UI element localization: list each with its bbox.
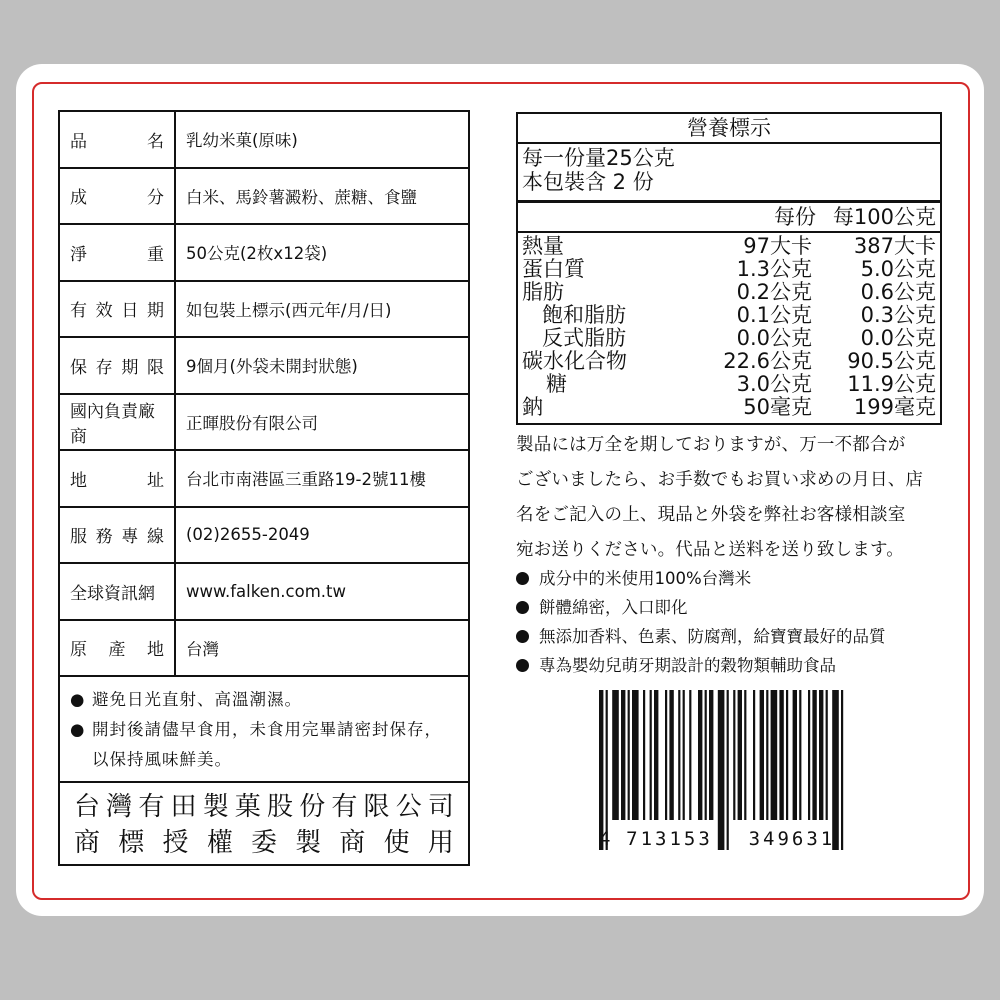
info-key-char: 品 bbox=[70, 131, 87, 152]
info-key-char: 全球資訊網 bbox=[70, 583, 155, 604]
nutrient-per-100g: 11.9公克 bbox=[847, 372, 936, 396]
info-key-char: 原 bbox=[70, 640, 87, 661]
barcode-bar bbox=[665, 690, 667, 820]
barcode-bar bbox=[733, 690, 735, 820]
nutrition-row bbox=[518, 327, 940, 350]
barcode-bar bbox=[766, 690, 768, 820]
barcode-bar bbox=[841, 690, 843, 850]
nutrient-per-serving: 22.6公克 bbox=[723, 349, 812, 373]
feature-text: 餅體綿密，入口即化 bbox=[539, 598, 688, 617]
info-key-char: 期 bbox=[146, 301, 164, 322]
nutrient-name: 脂肪 bbox=[522, 280, 564, 304]
info-key-char: 產 bbox=[108, 640, 126, 661]
nutrition-facts-table bbox=[516, 112, 942, 425]
info-key-char: 成 bbox=[70, 188, 87, 209]
nutrient-name: 反式脂肪 bbox=[542, 326, 626, 350]
nutrient-per-100g: 0.0公克 bbox=[860, 326, 936, 350]
barcode-group-1: 713153 bbox=[626, 828, 713, 850]
info-row bbox=[60, 338, 468, 395]
info-key bbox=[60, 621, 176, 676]
notice-line: 宛お送りください。代品と送料を送り致します。 bbox=[516, 540, 904, 560]
barcode-bar bbox=[808, 690, 810, 820]
info-key-char: 限 bbox=[146, 357, 164, 378]
feature-text: 無添加香料、色素、防腐劑，給寶寶最好的品質 bbox=[539, 627, 886, 646]
nutrient-name: 鈉 bbox=[522, 395, 543, 419]
nutrient-per-serving: 1.3公克 bbox=[736, 257, 812, 281]
nutrient-per-serving: 0.2公克 bbox=[736, 280, 812, 304]
nutrition-column-headers bbox=[518, 203, 940, 233]
notice-line: 製品には万全を期しておりますが、万一不都合が bbox=[516, 435, 906, 455]
barcode-bar bbox=[705, 690, 707, 820]
barcode-bar bbox=[669, 690, 673, 820]
barcode-bar bbox=[698, 690, 702, 820]
nutrient-per-100g: 5.0公克 bbox=[860, 257, 936, 281]
barcode-bar bbox=[650, 690, 652, 820]
feature-item bbox=[516, 593, 956, 622]
nutrient-per-100g: 199毫克 bbox=[853, 395, 936, 419]
info-key-char: 名 bbox=[147, 131, 164, 152]
barcode-bar bbox=[621, 690, 625, 820]
barcode-bar bbox=[612, 690, 619, 820]
info-value: 台北市南港區三重路19-2號11樓 bbox=[186, 470, 426, 490]
info-value: (02)2655-2049 bbox=[186, 525, 310, 545]
info-row bbox=[60, 169, 468, 226]
barcode-bar bbox=[718, 690, 725, 850]
info-key-char: 專 bbox=[121, 527, 139, 548]
nutrient-name: 糖 bbox=[546, 372, 567, 396]
info-key-char: 日 bbox=[121, 301, 139, 322]
barcode-bar bbox=[643, 690, 645, 820]
per-100g-header: 每100公克 bbox=[832, 205, 936, 229]
info-row bbox=[60, 621, 468, 678]
info-value: 50公克(2枚x12袋) bbox=[186, 244, 328, 264]
nutrient-per-serving: 0.0公克 bbox=[736, 326, 812, 350]
barcode-bar bbox=[826, 690, 828, 820]
caution-text: 避免日光直射、高溫潮濕。 bbox=[92, 690, 302, 709]
info-key-char: 線 bbox=[146, 527, 164, 548]
product-label bbox=[16, 64, 984, 916]
feature-list bbox=[516, 564, 956, 680]
barcode-bar bbox=[654, 690, 658, 820]
barcode-bar bbox=[753, 690, 755, 820]
barcode-bar bbox=[744, 690, 746, 820]
info-row bbox=[60, 395, 468, 452]
caution-item bbox=[70, 715, 458, 775]
info-key-char: 務 bbox=[95, 527, 113, 548]
info-key-char: 國內負責廠商 bbox=[70, 401, 155, 447]
info-value: www.falken.com.tw bbox=[186, 581, 346, 601]
nutrition-title: 營養標示 bbox=[518, 114, 940, 144]
info-key-char: 保 bbox=[70, 357, 87, 378]
barcode-bar bbox=[793, 690, 797, 820]
bullet-icon bbox=[516, 572, 529, 585]
barcode-bar bbox=[632, 690, 639, 820]
caution-text: 開封後請儘早食用，未食用完畢請密封保存，以保持風味鮮美。 bbox=[92, 720, 442, 769]
feature-item bbox=[516, 564, 956, 593]
info-row bbox=[60, 282, 468, 339]
info-value: 正暉股份有限公司 bbox=[186, 413, 318, 433]
info-row bbox=[60, 564, 468, 621]
barcode-bar bbox=[799, 690, 801, 820]
info-value: 白米、馬鈴薯澱粉、蔗糖、食鹽 bbox=[186, 187, 417, 207]
bullet-icon bbox=[516, 659, 529, 672]
company-credit bbox=[60, 783, 468, 867]
barcode bbox=[599, 690, 863, 850]
info-key-char: 效 bbox=[95, 301, 113, 322]
info-row bbox=[60, 112, 468, 169]
info-key bbox=[60, 395, 176, 450]
japanese-notice bbox=[516, 428, 946, 568]
nutrient-per-100g: 90.5公克 bbox=[847, 349, 936, 373]
barcode-digits bbox=[599, 828, 863, 850]
barcode-bar bbox=[599, 690, 603, 850]
info-value: 台灣 bbox=[186, 639, 219, 659]
barcode-bar bbox=[832, 690, 839, 850]
barcode-bar bbox=[683, 690, 685, 820]
info-key-char: 有 bbox=[70, 301, 87, 322]
nutrient-name: 熱量 bbox=[522, 234, 564, 258]
info-key-char: 存 bbox=[95, 357, 113, 378]
info-key-char: 分 bbox=[147, 188, 164, 209]
barcode-group-2: 349631 bbox=[748, 828, 836, 850]
notice-line: ございましたら、お手数でもお買い求めの月日、店 bbox=[516, 470, 924, 490]
info-value: 如包裝上標示(西元年/月/日) bbox=[186, 300, 392, 320]
info-key bbox=[60, 282, 176, 337]
barcode-bar bbox=[727, 690, 729, 850]
barcode-bar bbox=[771, 690, 778, 820]
servings-per-package: 本包裝含 2 份 bbox=[522, 170, 654, 194]
feature-item bbox=[516, 651, 956, 680]
info-key bbox=[60, 225, 176, 280]
info-value: 9個月(外袋未開封狀態) bbox=[186, 357, 358, 377]
barcode-bar bbox=[709, 690, 713, 820]
info-row bbox=[60, 508, 468, 565]
company-line: 台 灣 有 田 製 菓 股 份 有 限 公 司 bbox=[74, 792, 454, 822]
nutrient-per-serving: 50毫克 bbox=[743, 395, 812, 419]
nutrient-name: 飽和脂肪 bbox=[542, 303, 626, 327]
barcode-first-digit: 4 bbox=[599, 828, 611, 850]
nutrient-per-100g: 0.3公克 bbox=[860, 303, 936, 327]
info-key bbox=[60, 564, 176, 619]
feature-text: 專為嬰幼兒萌牙期設計的穀物類輔助食品 bbox=[539, 656, 836, 675]
info-key-char: 地 bbox=[147, 640, 164, 661]
bullet-icon: ● bbox=[70, 720, 86, 739]
bullet-icon: ● bbox=[70, 690, 86, 709]
serving-size: 每一份量25公克 bbox=[522, 146, 675, 170]
info-key-char: 地 bbox=[70, 470, 87, 491]
bullet-icon bbox=[516, 630, 529, 643]
company-line: 商 標 授 權 委 製 商 使 用 bbox=[74, 828, 454, 858]
info-key bbox=[60, 508, 176, 563]
feature-item bbox=[516, 622, 956, 651]
nutrient-name: 蛋白質 bbox=[522, 257, 585, 281]
info-key-char: 重 bbox=[147, 244, 164, 265]
barcode-bar bbox=[678, 690, 680, 820]
bullet-icon bbox=[516, 601, 529, 614]
barcode-bar bbox=[738, 690, 742, 820]
info-key bbox=[60, 451, 176, 506]
storage-cautions bbox=[60, 677, 468, 783]
feature-text: 成分中的米使用100%台灣米 bbox=[539, 569, 752, 588]
nutrition-row bbox=[518, 304, 940, 327]
barcode-bar bbox=[628, 690, 630, 820]
barcode-bar bbox=[779, 690, 783, 820]
info-key bbox=[60, 169, 176, 224]
caution-item bbox=[70, 685, 458, 715]
info-key-char: 期 bbox=[121, 357, 139, 378]
info-key-char: 淨 bbox=[70, 244, 87, 265]
nutrient-per-100g: 0.6公克 bbox=[860, 280, 936, 304]
serving-info bbox=[518, 144, 940, 203]
nutrient-per-serving: 0.1公克 bbox=[736, 303, 812, 327]
nutrition-row bbox=[518, 350, 940, 373]
per-serving-header: 每份 bbox=[774, 205, 816, 229]
barcode-bar bbox=[760, 690, 764, 820]
barcode-bar bbox=[786, 690, 788, 820]
barcode-bar bbox=[819, 690, 823, 820]
info-row bbox=[60, 451, 468, 508]
info-row bbox=[60, 225, 468, 282]
nutrient-per-100g: 387大卡 bbox=[853, 234, 936, 258]
nutrition-row bbox=[518, 258, 940, 281]
nutrient-name: 碳水化合物 bbox=[522, 349, 627, 373]
info-value: 乳幼米菓(原味) bbox=[186, 131, 298, 151]
nutrient-per-serving: 97大卡 bbox=[743, 234, 812, 258]
info-key-char: 址 bbox=[147, 470, 164, 491]
nutrition-rows bbox=[518, 233, 940, 423]
nutrition-row bbox=[518, 235, 940, 258]
nutrition-row bbox=[518, 373, 940, 396]
notice-line: 名をご記入の上、現品と外袋を弊社お客様相談室 bbox=[516, 505, 906, 525]
info-key bbox=[60, 112, 176, 167]
barcode-bar bbox=[812, 690, 816, 820]
info-key-char: 服 bbox=[70, 527, 87, 548]
info-key bbox=[60, 338, 176, 393]
barcode-bar bbox=[606, 690, 608, 850]
nutrition-row bbox=[518, 281, 940, 304]
product-info-table bbox=[58, 110, 470, 866]
nutrient-per-serving: 3.0公克 bbox=[736, 372, 812, 396]
barcode-bar bbox=[689, 690, 691, 820]
nutrition-row bbox=[518, 396, 940, 419]
